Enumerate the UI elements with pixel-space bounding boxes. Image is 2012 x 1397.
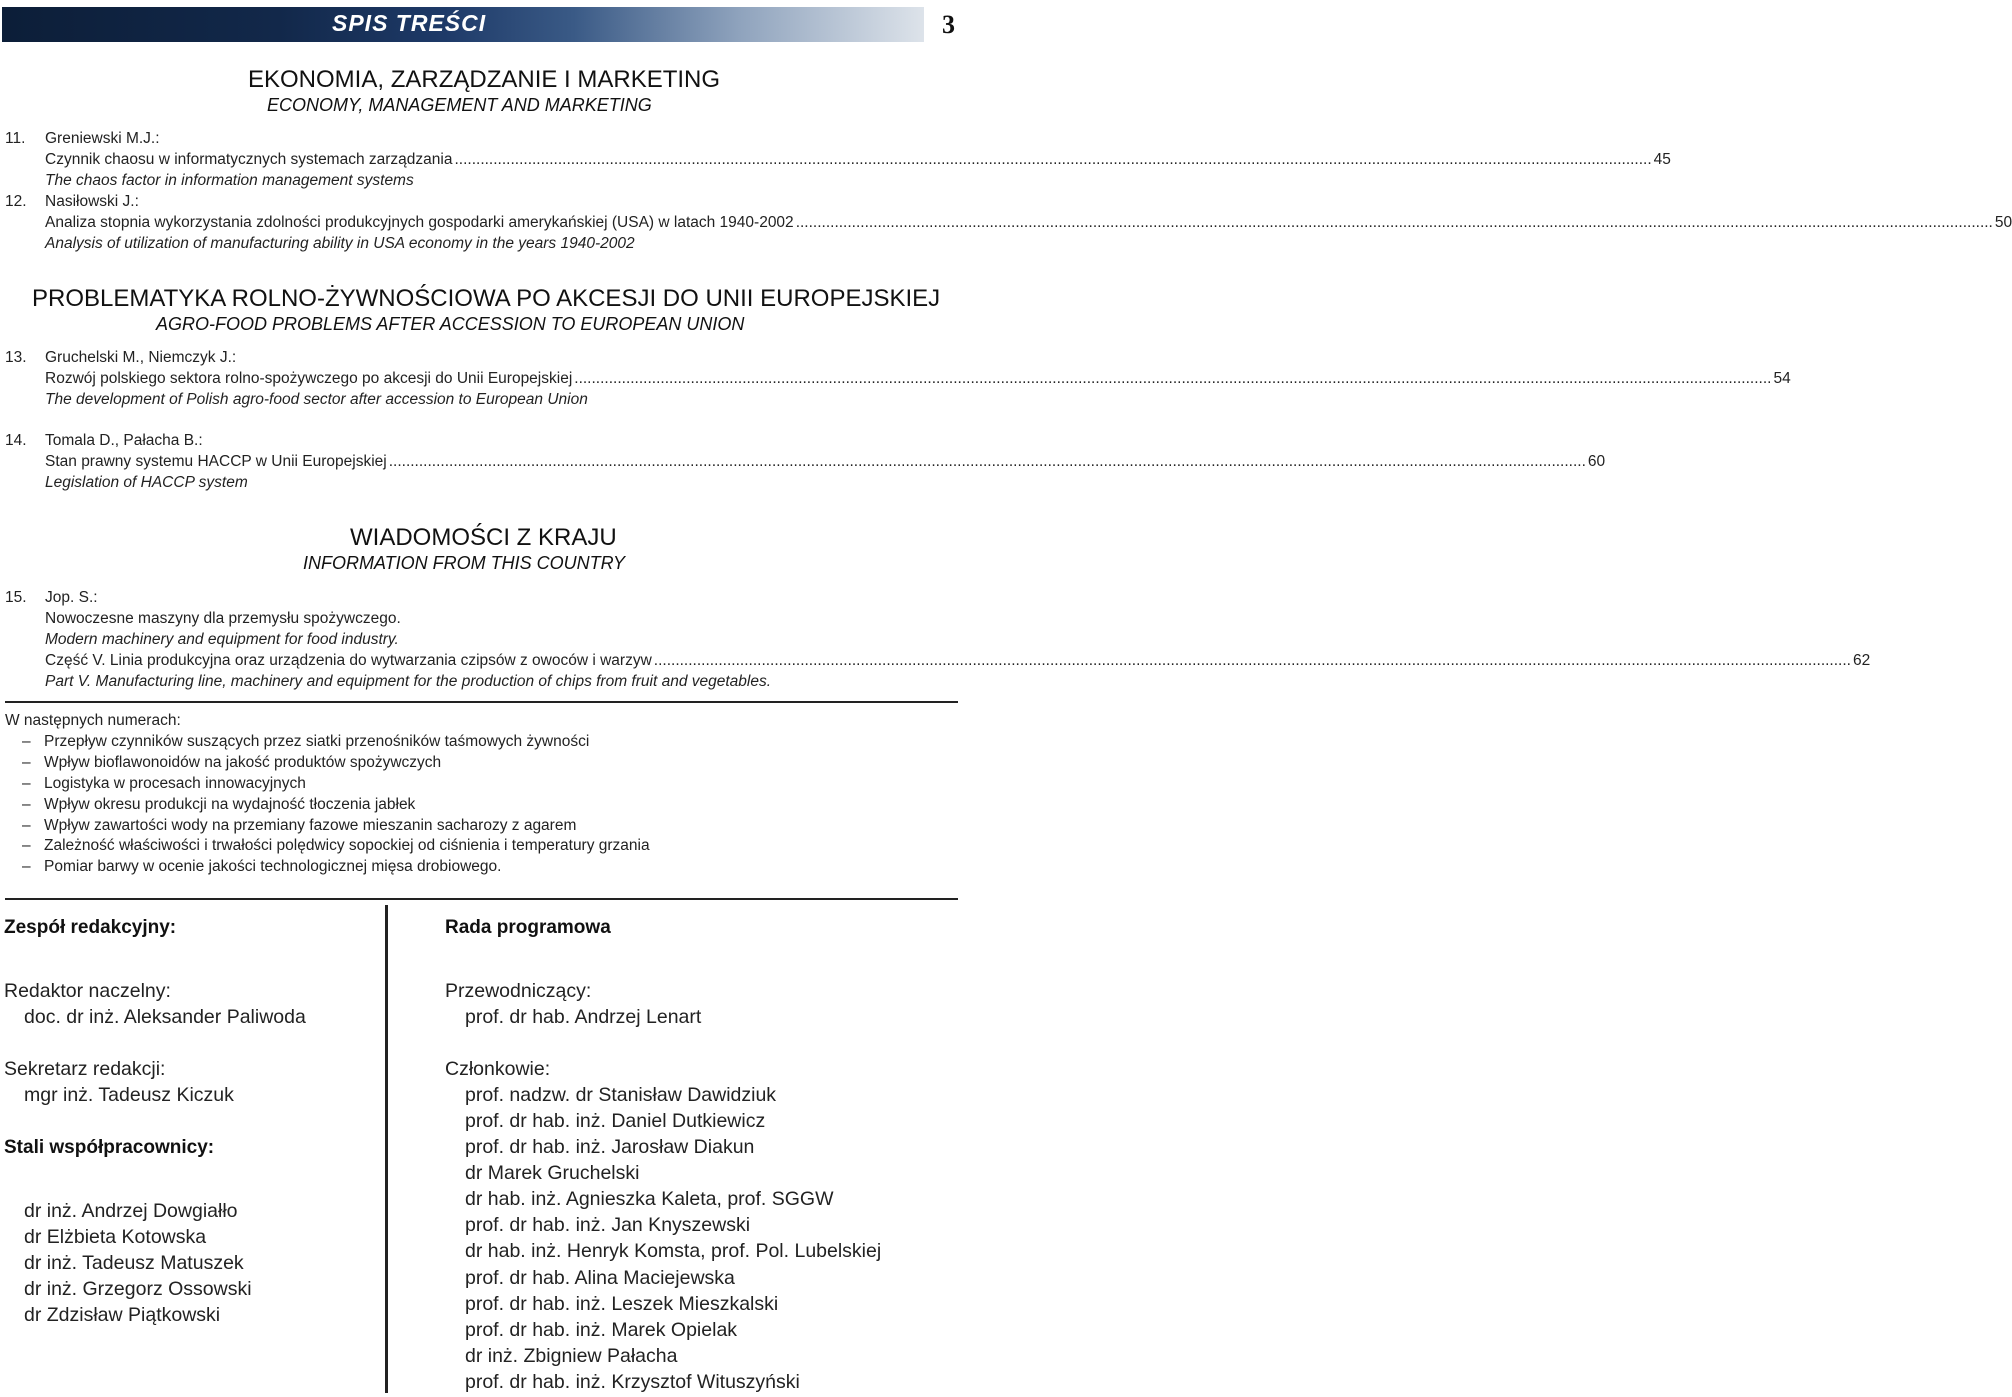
- next-issue-item: [22, 817, 576, 835]
- entry-part: Część V. Linia produkcyjna oraz urządzenia do wytwarzania czipsów z owoców i warzyw: [45, 652, 652, 669]
- collaborator-name: dr inż. Tadeusz Matuszek: [24, 1252, 244, 1274]
- entry-title-en: Modern machinery and equipment for food industry.: [45, 631, 399, 648]
- entry-page: 60: [1587, 453, 1606, 470]
- next-issue-text: Wpływ zawartości wody na przemiany fazowe mieszanin sacharozy z agarem: [44, 817, 577, 834]
- entry-number: 13.: [5, 349, 27, 366]
- dash-bullet: –: [22, 754, 31, 771]
- council-member-name: prof. dr hab. inż. Jarosław Diakun: [465, 1136, 755, 1158]
- collaborator-name: dr inż. Grzegorz Ossowski: [24, 1278, 252, 1300]
- entry-part-line: [45, 650, 1871, 671]
- section-title: EKONOMIA, ZARZĄDZANIE I MARKETING: [248, 66, 721, 93]
- next-issue-text: Pomiar barwy w ocenie jakości technologicznej mięsa drobiowego.: [44, 858, 502, 875]
- next-issue-text: Wpływ bioflawonoidów na jakość produktów spożywczych: [44, 754, 442, 771]
- entry-title: Czynnik chaosu w informatycznych systemach zarządzania: [45, 151, 453, 168]
- council-member-name: dr hab. inż. Agnieszka Kaleta, prof. SGGW: [465, 1188, 834, 1210]
- entry-number: 15.: [5, 589, 27, 606]
- divider: [5, 701, 958, 703]
- editorial-heading: Zespół redakcyjny:: [4, 917, 177, 938]
- entry-page: 50: [1994, 214, 2012, 231]
- entry-title-line: [45, 451, 1606, 472]
- entry-page: 45: [1653, 151, 1671, 168]
- entry-number: 12.: [5, 193, 27, 210]
- collaborator-name: dr Zdzisław Piątkowski: [24, 1304, 221, 1326]
- divider: [5, 898, 958, 900]
- chief-editor-name: doc. dr inż. Aleksander Paliwoda: [24, 1006, 306, 1028]
- entry-number: 11.: [5, 130, 26, 147]
- section-subtitle: AGRO-FOOD PROBLEMS AFTER ACCESSION TO EUROPEAN UNION: [156, 314, 745, 334]
- council-member-name: prof. dr hab. inż. Jan Knyszewski: [465, 1214, 751, 1236]
- entry-title-en: Legislation of HACCP system: [45, 474, 248, 491]
- council-member-name: prof. dr hab. Alina Maciejewska: [465, 1267, 735, 1289]
- dot-leader: ......................................................................................................................................................................................................................................................................................: [653, 652, 1851, 669]
- entry-title-en: Analysis of utilization of manufacturing ability in USA economy in the years 1940-2002: [45, 235, 635, 252]
- next-issue-item: [22, 858, 501, 876]
- council-member-name: prof. dr hab. inż. Daniel Dutkiewicz: [465, 1110, 766, 1132]
- entry-title-en: The development of Polish agro-food sector after accession to European Union: [45, 391, 588, 408]
- dash-bullet: –: [22, 817, 31, 834]
- section-title: WIADOMOŚCI Z KRAJU: [350, 524, 617, 551]
- page-header-title: SPIS TREŚCI: [332, 10, 487, 36]
- secretary-label: Sekretarz redakcji:: [4, 1058, 166, 1080]
- next-issue-text: Wpływ okresu produkcji na wydajność tłoczenia jabłek: [44, 796, 416, 813]
- entry-title-en: The chaos factor in information management systems: [45, 172, 414, 189]
- council-heading: Rada programowa: [445, 917, 611, 938]
- entry-title: Analiza stopnia wykorzystania zdolności produkcyjnych gospodarki amerykańskiej (USA) w latach 1940-2002: [45, 214, 794, 231]
- chief-editor-label: Redaktor naczelny:: [4, 980, 171, 1002]
- council-member-name: prof. dr hab. inż. Krzysztof Wituszyński: [465, 1371, 800, 1393]
- entry-title-line: [45, 368, 1791, 389]
- council-members-label: Członkowie:: [445, 1058, 551, 1080]
- secretary-name: mgr inż. Tadeusz Kiczuk: [24, 1084, 234, 1106]
- council-member-name: dr inż. Zbigniew Pałacha: [465, 1345, 678, 1367]
- next-issue-text: Zależność właściwości i trwałości polędwicy sopockiej od ciśnienia i temperatury grzania: [44, 837, 650, 854]
- next-issue-item: [22, 733, 589, 751]
- dash-bullet: –: [22, 858, 31, 875]
- dash-bullet: –: [22, 733, 31, 750]
- next-issue-item: [22, 754, 441, 772]
- dot-leader: ......................................................................................................................................................................................................................................................................................: [574, 370, 1772, 387]
- entry-page: 62: [1852, 652, 1871, 669]
- page-number: 3: [942, 10, 955, 39]
- entry-authors: Greniewski M.J.:: [45, 130, 160, 147]
- entry-title: Rozwój polskiego sektora rolno-spożywczego po akcesji do Unii Europejskiej: [45, 370, 573, 387]
- council-member-name: dr Marek Gruchelski: [465, 1162, 640, 1184]
- council-chair-label: Przewodniczący:: [445, 980, 592, 1002]
- section-title: PROBLEMATYKA ROLNO-ŻYWNOŚCIOWA PO AKCESJI DO UNII EUROPEJSKIEJ: [32, 285, 941, 312]
- section-subtitle: ECONOMY, MANAGEMENT AND MARKETING: [267, 95, 652, 115]
- entry-title-line: [45, 212, 2012, 233]
- council-chair-name: prof. dr hab. Andrzej Lenart: [465, 1006, 702, 1028]
- dot-leader: ......................................................................................................................................................................................................................................................................................: [388, 453, 1586, 470]
- collaborator-name: dr Elżbieta Kotowska: [24, 1226, 207, 1248]
- dot-leader: ......................................................................................................................................................................................................................................................................................: [795, 214, 1993, 231]
- column-divider: [385, 905, 388, 1393]
- council-member-name: dr hab. inż. Henryk Komsta, prof. Pol. Lubelskiej: [465, 1240, 882, 1262]
- council-member-name: prof. dr hab. inż. Leszek Mieszkalski: [465, 1293, 779, 1315]
- entry-title: Stan prawny systemu HACCP w Unii Europejskiej: [45, 453, 387, 470]
- dash-bullet: –: [22, 837, 31, 854]
- entry-part-en: Part V. Manufacturing line, machinery and equipment for the production of chips from fruit and vegetables.: [45, 673, 772, 690]
- council-member-name: prof. nadzw. dr Stanisław Dawidziuk: [465, 1084, 777, 1106]
- dot-leader: ......................................................................................................................................................................................................................................................................................: [454, 151, 1652, 168]
- next-issue-text: Logistyka w procesach innowacyjnych: [44, 775, 306, 792]
- next-issue-item: [22, 775, 306, 793]
- entry-page: 54: [1773, 370, 1791, 387]
- entry-number: 14.: [5, 432, 27, 449]
- next-issue-item: [22, 796, 415, 814]
- entry-authors: Nasiłowski J.:: [45, 193, 139, 210]
- entry-authors: Tomala D., Pałacha B.:: [45, 432, 203, 449]
- next-issue-item: [22, 837, 650, 855]
- entry-authors: Jop. S.:: [45, 589, 98, 606]
- collaborators-heading: Stali współpracownicy:: [4, 1137, 215, 1158]
- next-issue-text: Przepływ czynników suszących przez siatki przenośników taśmowych żywności: [44, 733, 590, 750]
- next-issues-heading: W następnych numerach:: [5, 712, 181, 729]
- section-subtitle: INFORMATION FROM THIS COUNTRY: [303, 553, 625, 573]
- dash-bullet: –: [22, 775, 31, 792]
- collaborator-name: dr inż. Andrzej Dowgiałło: [24, 1200, 238, 1222]
- dash-bullet: –: [22, 796, 31, 813]
- council-member-name: prof. dr hab. inż. Marek Opielak: [465, 1319, 738, 1341]
- entry-title: Nowoczesne maszyny dla przemysłu spożywczego.: [45, 610, 401, 627]
- entry-title-line: [45, 149, 1671, 170]
- entry-authors: Gruchelski M., Niemczyk J.:: [45, 349, 237, 366]
